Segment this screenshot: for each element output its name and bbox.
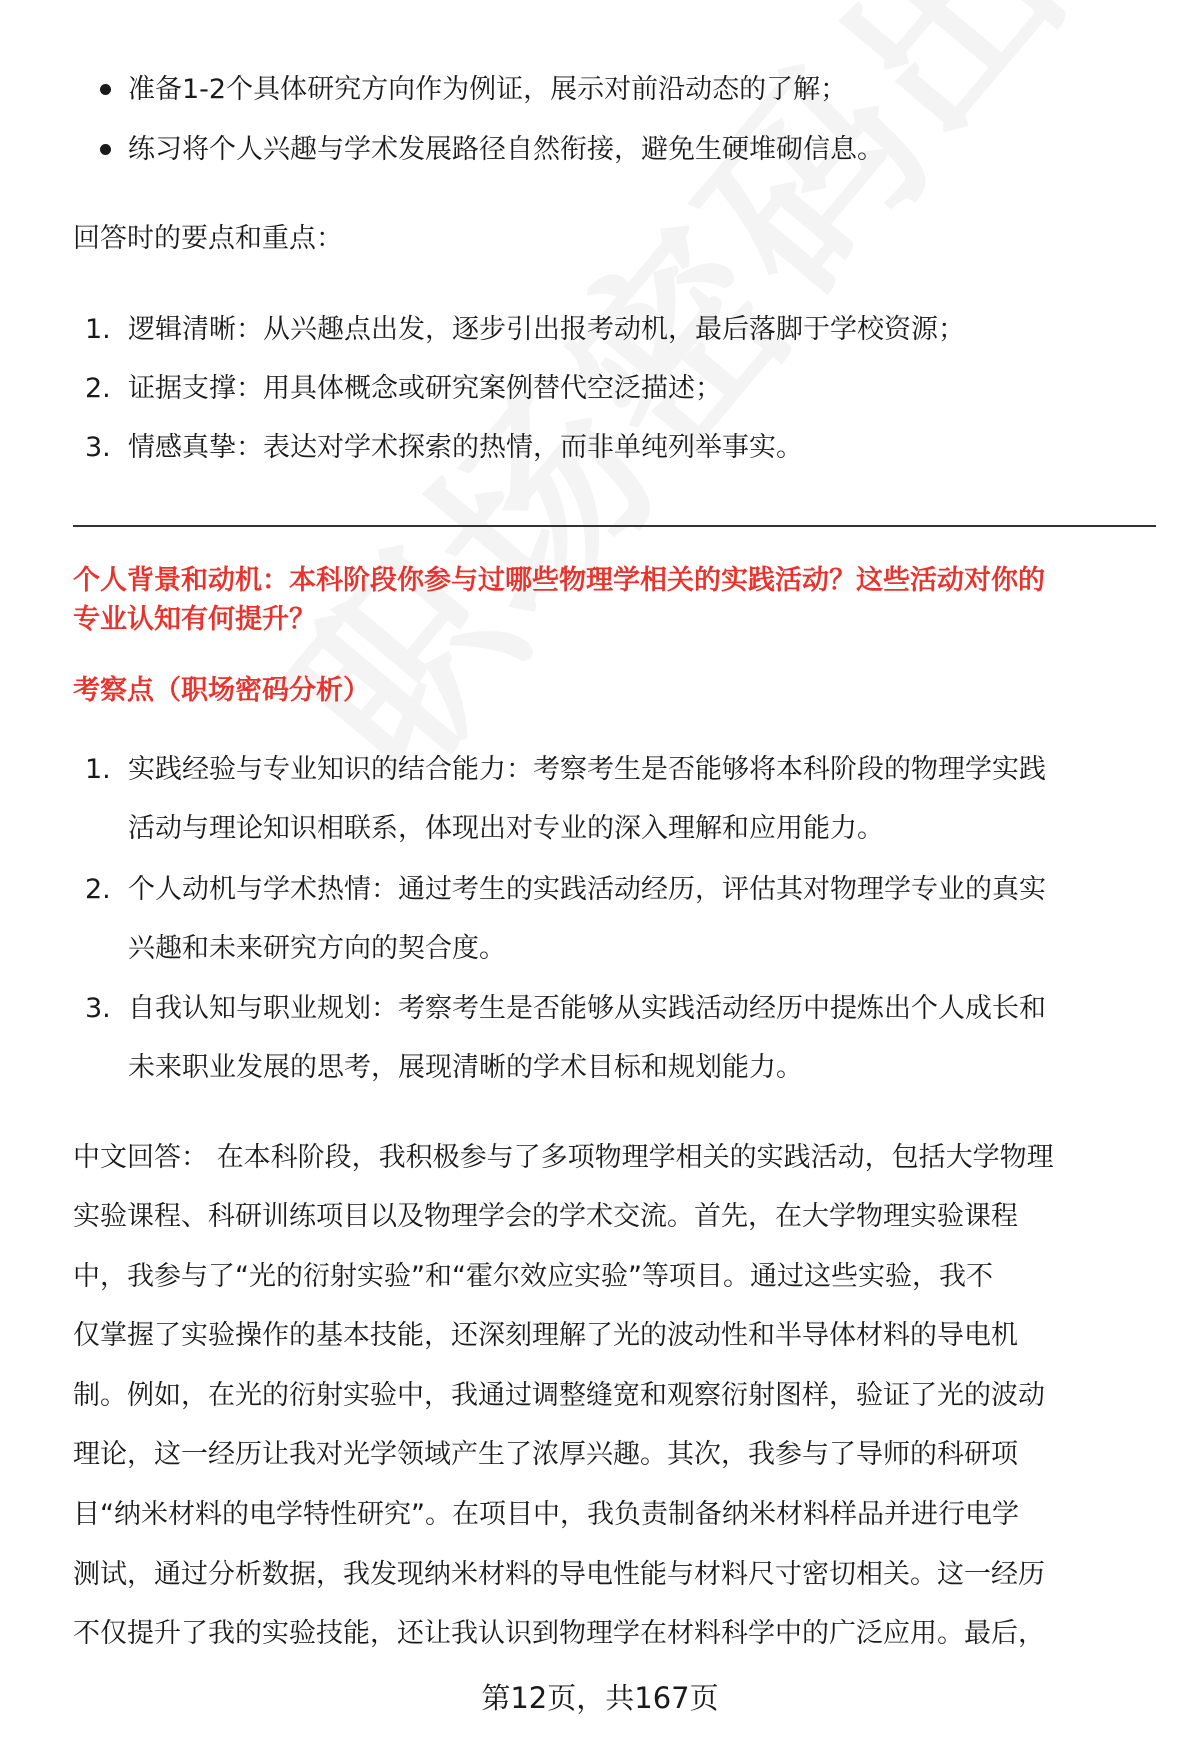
list-number: 2. <box>85 874 111 905</box>
bullet-item: 练习将个人兴趣与学术发展路径自然衔接，避免生硬堆砌信息。 <box>128 134 884 165</box>
list-item: 逻辑清晰：从兴趣点出发，逐步引出报考动机，最后落脚于学校资源； <box>128 314 965 345</box>
list-number: 1. <box>85 754 111 785</box>
answer-points-heading: 回答时的要点和重点： <box>73 223 343 254</box>
question-title: 个人背景和动机：本科阶段你参与过哪些物理学相关的实践活动？这些活动对你的 <box>73 565 1045 596</box>
answer-line: 中文回答： 在本科阶段，我积极参与了多项物理学相关的实践活动，包括大学物理 <box>73 1142 1054 1173</box>
question-title: 专业认知有何提升？ <box>73 604 316 635</box>
section-divider <box>73 525 1156 527</box>
list-number: 1. <box>85 314 111 345</box>
answer-line: 实验课程、科研训练项目以及物理学会的学术交流。首先，在大学物理实验课程 <box>73 1201 1018 1232</box>
answer-line: 中，我参与了“光的衍射实验”和“霍尔效应实验”等项目。通过这些实验，我不 <box>73 1261 993 1292</box>
page-number: 第12页，共167页 <box>481 1681 719 1715</box>
list-number: 3. <box>85 993 111 1024</box>
answer-line: 理论，这一经历让我对光学领域产生了浓厚兴趣。其次，我参与了导师的科研项 <box>73 1439 1018 1470</box>
list-item: 实践经验与专业知识的结合能力：考察考生是否能够将本科阶段的物理学实践 <box>128 754 1046 785</box>
bullet-dot <box>100 84 111 95</box>
answer-line: 测试，通过分析数据，我发现纳米材料的导电性能与材料尺寸密切相关。这一经历 <box>73 1559 1045 1590</box>
list-item: 情感真挚：表达对学术探索的热情，而非单纯列举事实。 <box>128 432 803 463</box>
answer-line: 制。例如，在光的衍射实验中，我通过调整缝宽和观察衍射图样，验证了光的波动 <box>73 1380 1045 1411</box>
bullet-item: 准备1-2个具体研究方向作为例证，展示对前沿动态的了解； <box>128 74 848 105</box>
list-item: 证据支撑：用具体概念或研究案例替代空泛描述； <box>128 373 722 404</box>
bullet-dot <box>100 144 111 155</box>
answer-line: 不仅提升了我的实验技能，还让我认识到物理学在材料科学中的广泛应用。最后， <box>73 1618 1045 1649</box>
list-item: 未来职业发展的思考，展现清晰的学术目标和规划能力。 <box>128 1052 803 1083</box>
list-item: 自我认知与职业规划：考察考生是否能够从实践活动经历中提炼出个人成长和 <box>128 993 1046 1024</box>
answer-line: 目“纳米材料的电学特性研究”。在项目中，我负责制备纳米材料样品并进行电学 <box>73 1499 1019 1530</box>
list-number: 3. <box>85 432 111 463</box>
list-item: 兴趣和未来研究方向的契合度。 <box>128 933 506 964</box>
list-item: 活动与理论知识相联系，体现出对专业的深入理解和应用能力。 <box>128 813 884 844</box>
exam-points-heading: 考察点（职场密码分析） <box>73 675 370 706</box>
answer-line: 仅掌握了实验操作的基本技能，还深刻理解了光的波动性和半导体材料的导电机 <box>73 1320 1018 1351</box>
list-number: 2. <box>85 373 111 404</box>
list-item: 个人动机与学术热情：通过考生的实践活动经历，评估其对物理学专业的真实 <box>128 874 1046 905</box>
